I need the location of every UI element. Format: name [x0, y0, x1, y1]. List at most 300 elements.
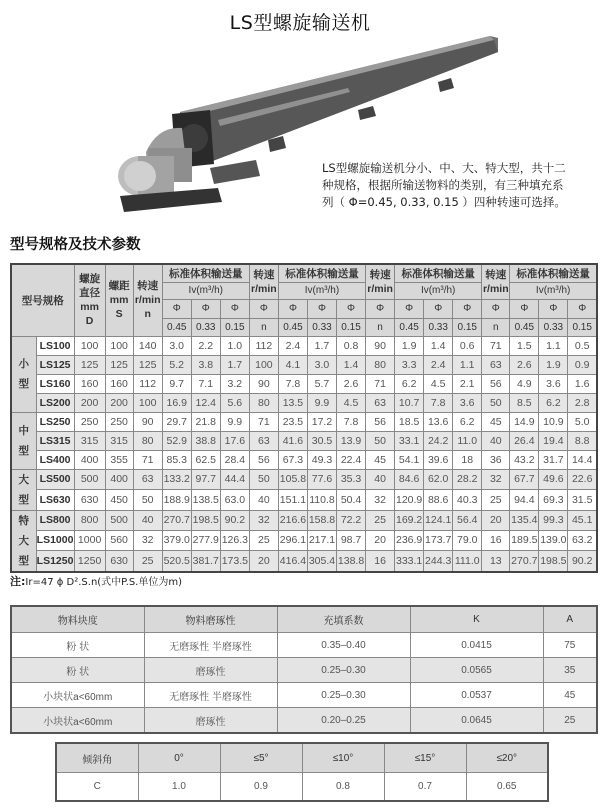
capacity-cell: 2.4: [424, 355, 453, 374]
diameter-cell: 400: [74, 450, 105, 469]
capacity-cell: 67.3: [278, 450, 307, 469]
speed-cell: 16: [366, 551, 395, 572]
material-cell: 粉 状: [11, 658, 144, 683]
capacity-cell: 111.0: [453, 551, 482, 572]
diameter-cell: 800: [74, 510, 105, 530]
speed-cell: 140: [133, 336, 162, 355]
table-row: [11, 633, 597, 658]
header-row: [11, 264, 597, 282]
speed-cell: 63: [366, 393, 395, 412]
capacity-cell: 381.7: [191, 551, 220, 572]
capacity-cell: 98.7: [337, 530, 366, 550]
capacity-cell: 30.5: [307, 431, 336, 450]
capacity-cell: 94.4: [510, 490, 539, 511]
capacity-cell: 56.4: [453, 510, 482, 530]
capacity-cell: 7.8: [278, 374, 307, 393]
capacity-cell: 1.9: [395, 336, 424, 355]
material-cell: 0.25–0.30: [277, 658, 410, 683]
group-char: 小: [18, 358, 30, 370]
capacity-cell: 3.8: [191, 355, 220, 374]
table-row: [11, 393, 597, 412]
header-speed-short: [366, 264, 395, 299]
capacity-cell: 169.2: [395, 510, 424, 530]
header-speed-line: r/min: [482, 282, 509, 295]
speed-cell: 40: [366, 469, 395, 490]
speed-cell: 32: [249, 510, 278, 530]
capacity-cell: 67.7: [510, 469, 539, 490]
capacity-cell: 4.5: [337, 393, 366, 412]
speed-cell: 20: [249, 551, 278, 572]
table-row: [11, 658, 597, 683]
header-phi-value: 0.33: [191, 318, 220, 336]
speed-cell: 45: [366, 450, 395, 469]
speed-cell: 36: [482, 450, 510, 469]
header-phi-value: 0.15: [568, 318, 597, 336]
capacity-cell: 8.5: [510, 393, 539, 412]
capacity-cell: 4.5: [424, 374, 453, 393]
capacity-cell: 90.2: [220, 510, 249, 530]
header-speed-line: 转速: [253, 268, 275, 281]
material-cell: 35: [543, 658, 597, 683]
capacity-cell: 138.5: [191, 490, 220, 511]
speed-cell: 32: [482, 469, 510, 490]
diameter-cell: 500: [74, 469, 105, 490]
speed-cell: 50: [482, 393, 510, 412]
capacity-cell: 38.8: [191, 431, 220, 450]
capacity-cell: 135.4: [510, 510, 539, 530]
material-cell: 0.0565: [410, 658, 543, 683]
header-diameter-line: 螺旋: [79, 273, 101, 286]
model-cell: LS315: [36, 431, 74, 450]
capacity-cell: 9.9: [220, 412, 249, 431]
capacity-cell: 44.4: [220, 469, 249, 490]
header-phi-value: 0.45: [162, 318, 191, 336]
capacity-cell: 29.7: [162, 412, 191, 431]
header-phi-value: 0.45: [278, 318, 307, 336]
header-phi: Φ: [278, 299, 307, 318]
material-cell: 磨琢性: [144, 708, 277, 734]
spec-table: [10, 263, 598, 573]
header-phi: Φ: [539, 299, 568, 318]
capacity-cell: 22.6: [568, 469, 597, 490]
diameter-cell: 250: [74, 412, 105, 431]
speed-cell: 25: [366, 510, 395, 530]
speed-cell: 90: [366, 336, 395, 355]
capacity-cell: 40.3: [453, 490, 482, 511]
capacity-cell: 173.7: [424, 530, 453, 550]
capacity-cell: 49.3: [307, 450, 336, 469]
material-cell: 小块状a<60mm: [11, 708, 144, 734]
capacity-cell: 12.4: [191, 393, 220, 412]
table-row: [11, 374, 597, 393]
table-row: [11, 412, 597, 431]
capacity-cell: 18.5: [395, 412, 424, 431]
capacity-cell: 69.3: [539, 490, 568, 511]
speed-cell: 100: [133, 393, 162, 412]
speed-cell: 25: [482, 490, 510, 511]
material-header: 物料磨琢性: [144, 606, 277, 633]
capacity-cell: 49.6: [539, 469, 568, 490]
capacity-cell: 4.1: [278, 355, 307, 374]
capacity-cell: 41.6: [278, 431, 307, 450]
capacity-cell: 133.2: [162, 469, 191, 490]
capacity-cell: 198.5: [191, 510, 220, 530]
capacity-cell: 97.7: [191, 469, 220, 490]
capacity-cell: 62.5: [191, 450, 220, 469]
capacity-cell: 1.5: [510, 336, 539, 355]
capacity-cell: 63.0: [220, 490, 249, 511]
capacity-cell: 158.8: [307, 510, 336, 530]
table-row: [11, 551, 597, 572]
capacity-cell: 17.2: [307, 412, 336, 431]
header-speed-line: r/min: [367, 282, 393, 295]
header-capacity: 标准体积输送量: [510, 264, 597, 282]
material-cell: 小块状a<60mm: [11, 683, 144, 708]
group-char: 大: [18, 473, 30, 486]
group-char: 型: [18, 493, 30, 506]
capacity-cell: 139.0: [539, 530, 568, 550]
capacity-cell: 17.6: [220, 431, 249, 450]
capacity-cell: 90.2: [568, 551, 597, 572]
speed-cell: 40: [249, 490, 278, 511]
material-cell: 45: [543, 683, 597, 708]
intro-line: 种规格，根据所输送物料的类别，有三种填充系: [322, 178, 564, 192]
header-phi-value: 0.33: [307, 318, 336, 336]
capacity-cell: 3.2: [220, 374, 249, 393]
header-phi-value: 0.15: [220, 318, 249, 336]
capacity-cell: 1.9: [539, 355, 568, 374]
capacity-cell: 1.7: [307, 336, 336, 355]
material-cell: 无磨琢性 半磨琢性: [144, 633, 277, 658]
pitch-cell: 630: [105, 551, 133, 572]
capacity-cell: 13.5: [278, 393, 307, 412]
speed-cell: 125: [133, 355, 162, 374]
speed-cell: 112: [133, 374, 162, 393]
capacity-cell: 21.8: [191, 412, 220, 431]
incline-cell: 1.0: [138, 773, 220, 802]
header-phi-value: 0.33: [539, 318, 568, 336]
capacity-cell: 1.0: [220, 336, 249, 355]
capacity-cell: 6.2: [539, 393, 568, 412]
pitch-cell: 450: [105, 490, 133, 511]
speed-cell: 71: [366, 374, 395, 393]
material-cell: 0.0537: [410, 683, 543, 708]
capacity-cell: 19.4: [539, 431, 568, 450]
material-cell: 粉 状: [11, 633, 144, 658]
model-cell: LS400: [36, 450, 74, 469]
capacity-cell: 124.1: [424, 510, 453, 530]
header-pitch-line: mm: [109, 294, 129, 307]
material-cell: 0.0645: [410, 708, 543, 734]
incline-header: 0°: [138, 743, 220, 773]
header-speed-line: 转速: [485, 268, 507, 281]
capacity-cell: 3.0: [307, 355, 336, 374]
capacity-cell: 0.9: [568, 355, 597, 374]
speed-cell: 90: [249, 374, 278, 393]
speed-cell: 80: [366, 355, 395, 374]
header-phi: Φ: [220, 299, 249, 318]
speed-cell: 71: [133, 450, 162, 469]
table-row: [56, 773, 548, 802]
capacity-cell: 270.7: [510, 551, 539, 572]
header-capacity: 标准体积输送量: [395, 264, 482, 282]
capacity-cell: 50.4: [337, 490, 366, 511]
material-cell: 0.0415: [410, 633, 543, 658]
header-phi: Φ: [568, 299, 597, 318]
speed-cell: 56: [366, 412, 395, 431]
capacity-cell: 3.3: [395, 355, 424, 374]
capacity-cell: 52.9: [162, 431, 191, 450]
capacity-cell: 188.9: [162, 490, 191, 511]
capacity-cell: 3.6: [539, 374, 568, 393]
pitch-cell: 100: [105, 336, 133, 355]
capacity-cell: 54.1: [395, 450, 424, 469]
header-speed-short: [249, 264, 278, 299]
model-cell: LS100: [36, 336, 74, 355]
incline-cell: 0.9: [220, 773, 302, 802]
speed-cell: 80: [249, 393, 278, 412]
capacity-cell: 379.0: [162, 530, 191, 550]
diameter-cell: 160: [74, 374, 105, 393]
capacity-cell: 35.3: [337, 469, 366, 490]
header-phi: Φ: [162, 299, 191, 318]
section-title: 型号规格及技术参数: [10, 237, 141, 253]
group-label: [11, 336, 36, 412]
incline-table: [55, 742, 549, 802]
material-table: [10, 605, 598, 734]
capacity-cell: 120.9: [395, 490, 424, 511]
pitch-cell: 560: [105, 530, 133, 550]
capacity-cell: 18: [453, 450, 482, 469]
capacity-cell: 62.0: [424, 469, 453, 490]
capacity-cell: 189.5: [510, 530, 539, 550]
incline-header: ≤15°: [384, 743, 466, 773]
speed-cell: 50: [133, 490, 162, 511]
header-capacity-unit: Iv(m³/h): [162, 282, 249, 299]
header-speed-line: 转速: [137, 280, 159, 293]
header-pitch-line: S: [115, 308, 123, 321]
capacity-cell: 1.1: [453, 355, 482, 374]
header-phi: Φ: [482, 299, 510, 318]
capacity-cell: 4.9: [510, 374, 539, 393]
material-cell: 0.35–0.40: [277, 633, 410, 658]
capacity-cell: 28.4: [220, 450, 249, 469]
header-phi: Φ: [395, 299, 424, 318]
note-text: Ir=47 ϕ D².S.n(式中P.S.单位为m): [25, 577, 182, 588]
capacity-cell: 2.6: [510, 355, 539, 374]
capacity-cell: 5.7: [307, 374, 336, 393]
material-cell: 0.20–0.25: [277, 708, 410, 734]
diameter-cell: 1250: [74, 551, 105, 572]
header-n: n: [482, 318, 510, 336]
speed-cell: 25: [249, 530, 278, 550]
group-char: 型: [18, 444, 30, 457]
header-diameter-line: D: [85, 315, 94, 328]
capacity-cell: 105.8: [278, 469, 307, 490]
capacity-cell: 16.9: [162, 393, 191, 412]
speed-cell: 90: [133, 412, 162, 431]
formula-note: [10, 573, 182, 589]
speed-cell: 45: [482, 412, 510, 431]
capacity-cell: 39.6: [424, 450, 453, 469]
speed-cell: 112: [249, 336, 278, 355]
header-capacity: 标准体积输送量: [278, 264, 365, 282]
table-row: [11, 510, 597, 530]
material-header: A: [543, 606, 597, 633]
speed-cell: 16: [482, 530, 510, 550]
intro-line: 列（ Φ=0.45, 0.33, 0.15 ）四种转速可选择。: [322, 195, 566, 209]
pitch-cell: 160: [105, 374, 133, 393]
capacity-cell: 11.0: [453, 431, 482, 450]
speed-cell: 13: [482, 551, 510, 572]
capacity-cell: 151.1: [278, 490, 307, 511]
group-label: [11, 469, 36, 510]
capacity-cell: 2.8: [568, 393, 597, 412]
header-n: n: [366, 318, 395, 336]
material-header: 物料块度: [11, 606, 144, 633]
material-cell: 25: [543, 708, 597, 734]
capacity-cell: 0.6: [453, 336, 482, 355]
model-cell: LS1000: [36, 530, 74, 550]
pitch-cell: 250: [105, 412, 133, 431]
header-phi: Φ: [191, 299, 220, 318]
speed-cell: 71: [482, 336, 510, 355]
header-model: 型号规格: [11, 264, 74, 336]
capacity-cell: 13.9: [337, 431, 366, 450]
table-row: [11, 336, 597, 355]
speed-cell: 20: [482, 510, 510, 530]
capacity-cell: 138.8: [337, 551, 366, 572]
capacity-cell: 1.1: [539, 336, 568, 355]
model-cell: LS800: [36, 510, 74, 530]
capacity-cell: 8.8: [568, 431, 597, 450]
pitch-cell: 355: [105, 450, 133, 469]
group-char: 型: [18, 554, 30, 567]
capacity-cell: 23.5: [278, 412, 307, 431]
header-n: n: [249, 318, 278, 336]
header-speed-line: 转速: [369, 268, 391, 281]
incline-cell: C: [56, 773, 138, 802]
capacity-cell: 216.6: [278, 510, 307, 530]
speed-cell: 80: [133, 431, 162, 450]
material-cell: 磨琢性: [144, 658, 277, 683]
speed-cell: 50: [249, 469, 278, 490]
speed-cell: 56: [482, 374, 510, 393]
header-phi: Φ: [366, 299, 395, 318]
capacity-cell: 2.2: [191, 336, 220, 355]
material-cell: 75: [543, 633, 597, 658]
capacity-cell: 10.7: [395, 393, 424, 412]
table-row: [11, 450, 597, 469]
speed-cell: 40: [133, 510, 162, 530]
header-phi-value: 0.45: [510, 318, 539, 336]
capacity-cell: 33.1: [395, 431, 424, 450]
capacity-cell: 5.2: [162, 355, 191, 374]
capacity-cell: 305.4: [307, 551, 336, 572]
incline-header: ≤20°: [466, 743, 548, 773]
header-phi-value: 0.45: [395, 318, 424, 336]
capacity-cell: 7.1: [191, 374, 220, 393]
capacity-cell: 31.5: [568, 490, 597, 511]
header-speed-line: r/min: [251, 282, 277, 295]
capacity-cell: 72.2: [337, 510, 366, 530]
capacity-cell: 3.0: [162, 336, 191, 355]
table-row: [11, 530, 597, 550]
model-cell: LS200: [36, 393, 74, 412]
capacity-cell: 6.2: [395, 374, 424, 393]
header-phi: Φ: [337, 299, 366, 318]
capacity-cell: 13.6: [424, 412, 453, 431]
pitch-cell: 200: [105, 393, 133, 412]
header-diameter-line: 直径: [79, 287, 101, 300]
model-cell: LS500: [36, 469, 74, 490]
capacity-cell: 198.5: [539, 551, 568, 572]
speed-cell: 32: [366, 490, 395, 511]
table-row: [11, 355, 597, 374]
model-cell: LS125: [36, 355, 74, 374]
table-row: [11, 431, 597, 450]
incline-header: ≤5°: [220, 743, 302, 773]
group-label: [11, 510, 36, 572]
header-capacity-unit: Iv(m³/h): [510, 282, 597, 299]
diameter-cell: 315: [74, 431, 105, 450]
header-capacity-unit: Iv(m³/h): [395, 282, 482, 299]
header-diameter: [74, 264, 105, 336]
header-phi: Φ: [453, 299, 482, 318]
incline-header: ≤10°: [302, 743, 384, 773]
capacity-cell: 28.2: [453, 469, 482, 490]
capacity-cell: 1.4: [424, 336, 453, 355]
capacity-cell: 1.4: [337, 355, 366, 374]
diameter-cell: 125: [74, 355, 105, 374]
group-label: [11, 412, 36, 469]
diameter-cell: 100: [74, 336, 105, 355]
speed-cell: 32: [133, 530, 162, 550]
capacity-cell: 6.2: [453, 412, 482, 431]
header-phi-value: 0.33: [424, 318, 453, 336]
group-char: 中: [18, 424, 30, 437]
capacity-cell: 0.5: [568, 336, 597, 355]
header-speed-short: [482, 264, 510, 299]
table-row: [11, 708, 597, 734]
header-capacity: 标准体积输送量: [162, 264, 249, 282]
header-phi-value: 0.15: [337, 318, 366, 336]
diameter-cell: 1000: [74, 530, 105, 550]
capacity-cell: 43.2: [510, 450, 539, 469]
capacity-cell: 88.6: [424, 490, 453, 511]
capacity-cell: 22.4: [337, 450, 366, 469]
speed-cell: 71: [249, 412, 278, 431]
speed-cell: 100: [249, 355, 278, 374]
table-row: [11, 490, 597, 511]
group-char: 特: [18, 514, 30, 527]
capacity-cell: 63.2: [568, 530, 597, 550]
intro-text: [322, 160, 594, 211]
header-speed: [133, 264, 162, 336]
speed-cell: 63: [482, 355, 510, 374]
intro-line: LS型螺旋输送机分小、中、大、特大型，共十二: [322, 161, 566, 175]
capacity-cell: 0.8: [337, 336, 366, 355]
speed-cell: 56: [249, 450, 278, 469]
capacity-cell: 416.4: [278, 551, 307, 572]
capacity-cell: 2.6: [337, 374, 366, 393]
capacity-cell: 520.5: [162, 551, 191, 572]
capacity-cell: 31.7: [539, 450, 568, 469]
incline-cell: 0.8: [302, 773, 384, 802]
model-cell: LS630: [36, 490, 74, 511]
capacity-cell: 296.1: [278, 530, 307, 550]
capacity-cell: 333.1: [395, 551, 424, 572]
